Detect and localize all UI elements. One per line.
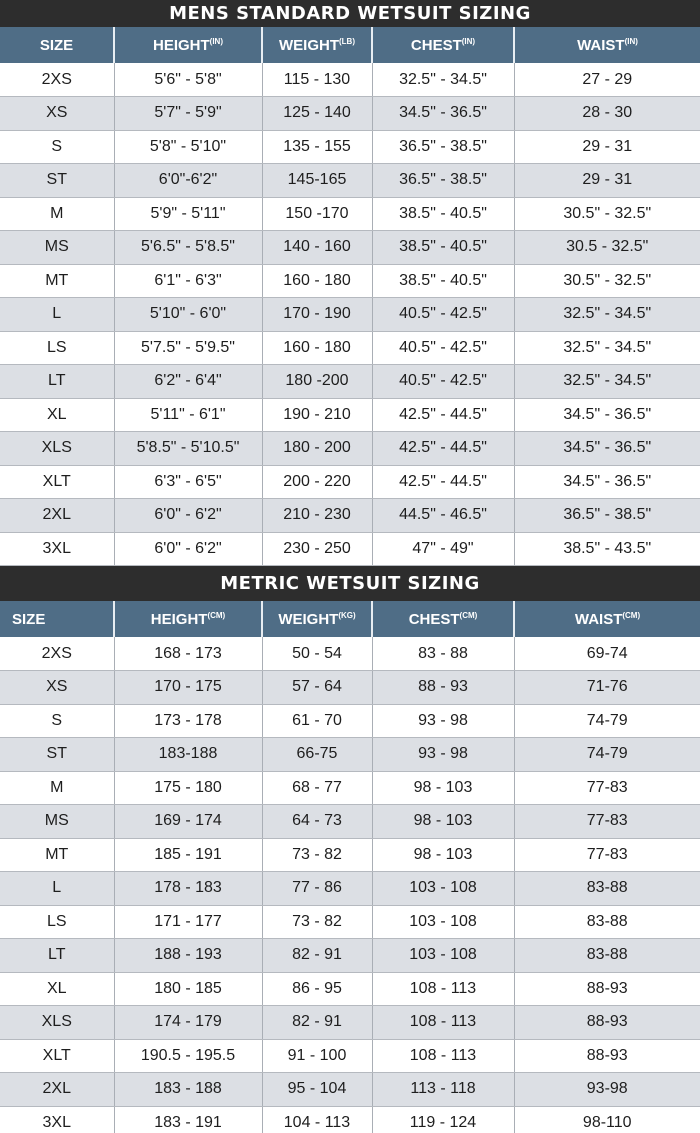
cell-waist: 77-83	[514, 838, 700, 872]
table-row	[0, 738, 700, 772]
cell-size: M	[0, 197, 114, 231]
cell-height: 5'6.5" - 5'8.5"	[114, 231, 262, 265]
cell-size: MS	[0, 231, 114, 265]
cell-waist: 74-79	[514, 704, 700, 738]
cell-height: 180 - 185	[114, 972, 262, 1006]
cell-weight: 73 - 82	[262, 905, 372, 939]
cell-chest: 36.5" - 38.5"	[372, 130, 514, 164]
header-waist: $WAIST^{(IN)}$	[514, 27, 700, 63]
cell-waist: 34.5" - 36.5"	[514, 432, 700, 466]
cell-weight: 82 - 91	[262, 1006, 372, 1040]
cell-waist: 93-98	[514, 1073, 700, 1107]
cell-waist: 77-83	[514, 805, 700, 839]
cell-waist: 83-88	[514, 905, 700, 939]
cell-size: XS	[0, 671, 114, 705]
cell-size: 2XS	[0, 637, 114, 671]
cell-waist: 69-74	[514, 637, 700, 671]
cell-weight: 82 - 91	[262, 939, 372, 973]
table-row	[0, 704, 700, 738]
cell-waist: 30.5 - 32.5"	[514, 231, 700, 265]
cell-waist: 38.5" - 43.5"	[514, 532, 700, 566]
cell-height: 170 - 175	[114, 671, 262, 705]
cell-size: 2XL	[0, 499, 114, 533]
table-row	[0, 97, 700, 131]
header-size: SIZE	[0, 601, 114, 637]
cell-weight: 61 - 70	[262, 704, 372, 738]
cell-height: 171 - 177	[114, 905, 262, 939]
cell-size: LS	[0, 331, 114, 365]
table-row	[0, 465, 700, 499]
cell-waist: 77-83	[514, 771, 700, 805]
table-row	[0, 264, 700, 298]
cell-size: 2XS	[0, 63, 114, 97]
cell-size: S	[0, 704, 114, 738]
cell-size: ST	[0, 164, 114, 198]
cell-size: XLS	[0, 432, 114, 466]
cell-chest: 103 - 108	[372, 905, 514, 939]
cell-size: XLT	[0, 1039, 114, 1073]
cell-weight: 66-75	[262, 738, 372, 772]
table-row	[0, 1106, 700, 1133]
table-row	[0, 231, 700, 265]
standard-title: MENS STANDARD WETSUIT SIZING	[0, 0, 700, 27]
cell-size: LT	[0, 939, 114, 973]
cell-weight: 160 - 180	[262, 264, 372, 298]
cell-weight: 64 - 73	[262, 805, 372, 839]
unit-label: (CM)	[207, 610, 226, 620]
table-row	[0, 532, 700, 566]
cell-size: XLS	[0, 1006, 114, 1040]
cell-waist: 34.5" - 36.5"	[514, 398, 700, 432]
header-height: $HEIGHT^{(CM)}$	[114, 601, 262, 637]
cell-waist: 88-93	[514, 1006, 700, 1040]
cell-weight: 57 - 64	[262, 671, 372, 705]
table-row	[0, 432, 700, 466]
table-row	[0, 1039, 700, 1073]
header-waist: $WAIST^{(CM)}$	[514, 601, 700, 637]
cell-chest: 108 - 113	[372, 1006, 514, 1040]
cell-waist: 29 - 31	[514, 164, 700, 198]
cell-weight: 50 - 54	[262, 637, 372, 671]
unit-label: (LB)	[339, 36, 355, 46]
cell-chest: 83 - 88	[372, 637, 514, 671]
cell-chest: 40.5" - 42.5"	[372, 298, 514, 332]
table-row	[0, 972, 700, 1006]
cell-height: 174 - 179	[114, 1006, 262, 1040]
cell-chest: 103 - 108	[372, 939, 514, 973]
table-row	[0, 298, 700, 332]
cell-height: 6'0" - 6'2"	[114, 499, 262, 533]
unit-label: (KG)	[338, 610, 356, 620]
table-row	[0, 63, 700, 97]
cell-height: 6'0" - 6'2"	[114, 532, 262, 566]
cell-height: 173 - 178	[114, 704, 262, 738]
cell-weight: 104 - 113	[262, 1106, 372, 1133]
cell-size: MS	[0, 805, 114, 839]
cell-size: 2XL	[0, 1073, 114, 1107]
unit-label: (IN)	[209, 36, 223, 46]
cell-height: 183-188	[114, 738, 262, 772]
cell-weight: 170 - 190	[262, 298, 372, 332]
cell-weight: 125 - 140	[262, 97, 372, 131]
cell-waist: 32.5" - 34.5"	[514, 298, 700, 332]
metric-table	[0, 601, 700, 1133]
cell-size: ST	[0, 738, 114, 772]
metric-title: METRIC WETSUIT SIZING	[0, 566, 700, 601]
cell-size: MT	[0, 264, 114, 298]
cell-chest: 38.5" - 40.5"	[372, 231, 514, 265]
cell-chest: 34.5" - 36.5"	[372, 97, 514, 131]
cell-waist: 36.5" - 38.5"	[514, 499, 700, 533]
cell-size: 3XL	[0, 1106, 114, 1133]
cell-height: 5'6" - 5'8"	[114, 63, 262, 97]
cell-weight: 135 - 155	[262, 130, 372, 164]
cell-waist: 88-93	[514, 1039, 700, 1073]
cell-height: 175 - 180	[114, 771, 262, 805]
cell-waist: 27 - 29	[514, 63, 700, 97]
cell-size: XL	[0, 972, 114, 1006]
cell-height: 185 - 191	[114, 838, 262, 872]
cell-chest: 98 - 103	[372, 771, 514, 805]
cell-waist: 83-88	[514, 872, 700, 906]
table-row	[0, 838, 700, 872]
table-row	[0, 771, 700, 805]
cell-weight: 200 - 220	[262, 465, 372, 499]
unit-label: (IN)	[624, 36, 638, 46]
header-chest: $CHEST^{(CM)}$	[372, 601, 514, 637]
standard-table-body	[0, 63, 700, 566]
cell-waist: 32.5" - 34.5"	[514, 331, 700, 365]
table-row	[0, 398, 700, 432]
cell-weight: 180 -200	[262, 365, 372, 399]
header-weight: $WEIGHT^{(KG)}$	[262, 601, 372, 637]
standard-header-row	[0, 27, 700, 63]
cell-height: 183 - 188	[114, 1073, 262, 1107]
cell-height: 5'8.5" - 5'10.5"	[114, 432, 262, 466]
cell-waist: 29 - 31	[514, 130, 700, 164]
cell-chest: 47" - 49"	[372, 532, 514, 566]
cell-weight: 86 - 95	[262, 972, 372, 1006]
cell-height: 5'11" - 6'1"	[114, 398, 262, 432]
cell-height: 190.5 - 195.5	[114, 1039, 262, 1073]
cell-size: L	[0, 298, 114, 332]
table-row	[0, 671, 700, 705]
cell-size: MT	[0, 838, 114, 872]
cell-chest: 38.5" - 40.5"	[372, 197, 514, 231]
cell-waist: 88-93	[514, 972, 700, 1006]
cell-height: 188 - 193	[114, 939, 262, 973]
table-row	[0, 805, 700, 839]
cell-chest: 42.5" - 44.5"	[372, 465, 514, 499]
cell-waist: 83-88	[514, 939, 700, 973]
cell-weight: 190 - 210	[262, 398, 372, 432]
cell-weight: 150 -170	[262, 197, 372, 231]
cell-size: S	[0, 130, 114, 164]
cell-height: 5'7" - 5'9"	[114, 97, 262, 131]
cell-waist: 30.5" - 32.5"	[514, 264, 700, 298]
table-row	[0, 637, 700, 671]
cell-size: XLT	[0, 465, 114, 499]
cell-height: 5'9" - 5'11"	[114, 197, 262, 231]
cell-chest: 108 - 113	[372, 1039, 514, 1073]
unit-label: (IN)	[461, 36, 476, 46]
cell-weight: 160 - 180	[262, 331, 372, 365]
cell-chest: 98 - 103	[372, 838, 514, 872]
table-row	[0, 331, 700, 365]
cell-chest: 93 - 98	[372, 738, 514, 772]
cell-height: 169 - 174	[114, 805, 262, 839]
cell-weight: 180 - 200	[262, 432, 372, 466]
cell-weight: 91 - 100	[262, 1039, 372, 1073]
cell-size: XS	[0, 97, 114, 131]
table-row	[0, 130, 700, 164]
cell-size: 3XL	[0, 532, 114, 566]
cell-chest: 38.5" - 40.5"	[372, 264, 514, 298]
cell-chest: 108 - 113	[372, 972, 514, 1006]
cell-chest: 36.5" - 38.5"	[372, 164, 514, 198]
cell-weight: 145-165	[262, 164, 372, 198]
cell-size: LT	[0, 365, 114, 399]
cell-chest: 32.5" - 34.5"	[372, 63, 514, 97]
cell-weight: 73 - 82	[262, 838, 372, 872]
table-row	[0, 1073, 700, 1107]
cell-height: 178 - 183	[114, 872, 262, 906]
cell-height: 183 - 191	[114, 1106, 262, 1133]
cell-height: 168 - 173	[114, 637, 262, 671]
cell-weight: 95 - 104	[262, 1073, 372, 1107]
unit-label: (CM)	[459, 610, 478, 620]
cell-chest: 40.5" - 42.5"	[372, 331, 514, 365]
cell-weight: 210 - 230	[262, 499, 372, 533]
cell-height: 5'7.5" - 5'9.5"	[114, 331, 262, 365]
cell-waist: 30.5" - 32.5"	[514, 197, 700, 231]
table-row	[0, 164, 700, 198]
cell-weight: 77 - 86	[262, 872, 372, 906]
metric-header-row	[0, 601, 700, 637]
cell-chest: 44.5" - 46.5"	[372, 499, 514, 533]
cell-waist: 32.5" - 34.5"	[514, 365, 700, 399]
cell-chest: 93 - 98	[372, 704, 514, 738]
cell-height: 5'8" - 5'10"	[114, 130, 262, 164]
unit-label: (CM)	[622, 610, 641, 620]
table-row	[0, 1006, 700, 1040]
cell-weight: 68 - 77	[262, 771, 372, 805]
cell-chest: 88 - 93	[372, 671, 514, 705]
cell-chest: 103 - 108	[372, 872, 514, 906]
table-row	[0, 872, 700, 906]
cell-waist: 71-76	[514, 671, 700, 705]
header-size: SIZE	[0, 27, 114, 63]
table-row	[0, 499, 700, 533]
header-weight: $WEIGHT^{(LB)}$	[262, 27, 372, 63]
cell-waist: 34.5" - 36.5"	[514, 465, 700, 499]
table-row	[0, 939, 700, 973]
cell-waist: 28 - 30	[514, 97, 700, 131]
cell-waist: 74-79	[514, 738, 700, 772]
cell-height: 6'3" - 6'5"	[114, 465, 262, 499]
cell-waist: 98-110	[514, 1106, 700, 1133]
cell-weight: 115 - 130	[262, 63, 372, 97]
cell-height: 6'1" - 6'3"	[114, 264, 262, 298]
table-row	[0, 365, 700, 399]
cell-chest: 98 - 103	[372, 805, 514, 839]
cell-chest: 119 - 124	[372, 1106, 514, 1133]
cell-size: M	[0, 771, 114, 805]
cell-height: 5'10" - 6'0"	[114, 298, 262, 332]
table-row	[0, 197, 700, 231]
cell-size: LS	[0, 905, 114, 939]
cell-size: L	[0, 872, 114, 906]
header-height: $HEIGHT^{(IN)}$	[114, 27, 262, 63]
cell-chest: 42.5" - 44.5"	[372, 432, 514, 466]
cell-weight: 140 - 160	[262, 231, 372, 265]
table-row	[0, 905, 700, 939]
standard-table	[0, 27, 700, 566]
cell-chest: 42.5" - 44.5"	[372, 398, 514, 432]
cell-chest: 113 - 118	[372, 1073, 514, 1107]
metric-table-body	[0, 637, 700, 1133]
header-chest: $CHEST^{(IN)}$	[372, 27, 514, 63]
cell-height: 6'0"-6'2"	[114, 164, 262, 198]
cell-weight: 230 - 250	[262, 532, 372, 566]
cell-size: XL	[0, 398, 114, 432]
cell-chest: 40.5" - 42.5"	[372, 365, 514, 399]
cell-height: 6'2" - 6'4"	[114, 365, 262, 399]
